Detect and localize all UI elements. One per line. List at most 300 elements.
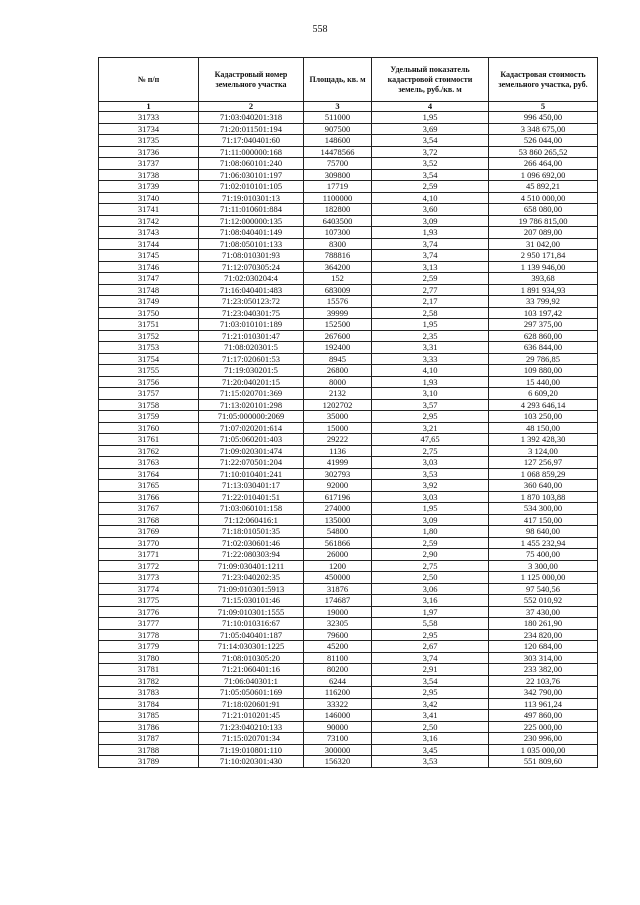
cell-cadastral-value: 19 786 815,00: [489, 215, 598, 227]
cell-cadastral-value: 996 450,00: [489, 112, 598, 124]
cell-area: 8300: [304, 238, 372, 250]
cell-row-number: 31740: [99, 192, 199, 204]
cell-specific-value: 3,03: [372, 491, 489, 503]
cell-specific-value: 2,17: [372, 296, 489, 308]
cell-cadastral-value: 75 400,00: [489, 549, 598, 561]
cell-area: 8945: [304, 353, 372, 365]
header-specific-value: Удельный показатель кадастровой стоимости земель, руб./кв. м: [372, 58, 489, 102]
table-row: [99, 606, 598, 618]
cell-specific-value: 5,58: [372, 618, 489, 630]
cell-row-number: 31783: [99, 687, 199, 699]
cell-row-number: 31762: [99, 445, 199, 457]
header-cadastral-number: Кадастровый номер земельного участка: [199, 58, 304, 102]
cell-cadastral-number: 71:05:050601:169: [199, 687, 304, 699]
cell-cadastral-number: 71:20:011501:194: [199, 123, 304, 135]
cell-cadastral-number: 71:10:020301:430: [199, 756, 304, 768]
cell-row-number: 31746: [99, 261, 199, 273]
cell-cadastral-value: 393,68: [489, 273, 598, 285]
cell-cadastral-value: 1 392 428,30: [489, 434, 598, 446]
table-row: [99, 744, 598, 756]
cell-specific-value: 1,95: [372, 112, 489, 124]
cell-cadastral-value: 497 860,00: [489, 710, 598, 722]
cell-cadastral-number: 71:11:010601:884: [199, 204, 304, 216]
table-row: [99, 583, 598, 595]
cell-cadastral-number: 71:18:010501:35: [199, 526, 304, 538]
cell-row-number: 31787: [99, 733, 199, 745]
cell-cadastral-value: 31 042,00: [489, 238, 598, 250]
cell-specific-value: 3,53: [372, 756, 489, 768]
cell-row-number: 31776: [99, 606, 199, 618]
cell-row-number: 31748: [99, 284, 199, 296]
cell-specific-value: 3,74: [372, 250, 489, 262]
cell-row-number: 31786: [99, 721, 199, 733]
table-row: [99, 526, 598, 538]
cell-specific-value: 2,58: [372, 307, 489, 319]
cell-specific-value: 1,93: [372, 376, 489, 388]
cell-area: 31876: [304, 583, 372, 595]
cell-cadastral-number: 71:19:010801:110: [199, 744, 304, 756]
cell-cadastral-value: 6 609,20: [489, 388, 598, 400]
table-row: [99, 123, 598, 135]
cell-specific-value: 2,75: [372, 445, 489, 457]
cell-cadastral-number: 71:03:010101:189: [199, 319, 304, 331]
cell-cadastral-number: 71:03:040201:318: [199, 112, 304, 124]
cell-area: 29222: [304, 434, 372, 446]
cell-specific-value: 3,69: [372, 123, 489, 135]
cell-cadastral-value: 658 080,00: [489, 204, 598, 216]
cell-area: 90000: [304, 721, 372, 733]
cell-cadastral-value: 98 640,00: [489, 526, 598, 538]
cell-row-number: 31778: [99, 629, 199, 641]
cell-cadastral-number: 71:09:030401:1211: [199, 560, 304, 572]
cell-specific-value: 2,75: [372, 560, 489, 572]
table-row: [99, 503, 598, 515]
cell-area: 14478566: [304, 146, 372, 158]
cell-cadastral-value: 225 000,00: [489, 721, 598, 733]
table-row: [99, 721, 598, 733]
cell-row-number: 31789: [99, 756, 199, 768]
table-row: [99, 549, 598, 561]
cell-cadastral-value: 97 540,56: [489, 583, 598, 595]
table-row: [99, 215, 598, 227]
table-row: [99, 457, 598, 469]
cell-specific-value: 3,09: [372, 215, 489, 227]
cell-cadastral-value: 4 293 646,14: [489, 399, 598, 411]
cell-specific-value: 2,95: [372, 629, 489, 641]
cell-area: 1200: [304, 560, 372, 572]
cadastral-value-table: [98, 57, 598, 768]
cell-row-number: 31761: [99, 434, 199, 446]
cell-area: 152: [304, 273, 372, 285]
cell-cadastral-value: 342 790,00: [489, 687, 598, 699]
cell-cadastral-value: 360 640,00: [489, 480, 598, 492]
table-row: [99, 204, 598, 216]
cell-specific-value: 3,92: [372, 480, 489, 492]
table-row: [99, 422, 598, 434]
cell-cadastral-value: 266 464,00: [489, 158, 598, 170]
cell-row-number: 31738: [99, 169, 199, 181]
cell-area: 907500: [304, 123, 372, 135]
table-row: [99, 169, 598, 181]
cell-cadastral-value: 636 844,00: [489, 342, 598, 354]
cell-cadastral-number: 71:11:000000:168: [199, 146, 304, 158]
cell-row-number: 31747: [99, 273, 199, 285]
cell-area: 17719: [304, 181, 372, 193]
table-row: [99, 434, 598, 446]
cell-row-number: 31737: [99, 158, 199, 170]
cell-row-number: 31781: [99, 664, 199, 676]
column-number-row: [99, 102, 598, 112]
cell-area: 267600: [304, 330, 372, 342]
cell-area: 364200: [304, 261, 372, 273]
table-row: [99, 710, 598, 722]
cell-cadastral-value: 127 256,97: [489, 457, 598, 469]
cell-cadastral-value: 109 880,00: [489, 365, 598, 377]
table-row: [99, 468, 598, 480]
table-row: [99, 514, 598, 526]
cell-cadastral-number: 71:09:010301:1555: [199, 606, 304, 618]
cell-cadastral-value: 113 961,24: [489, 698, 598, 710]
cell-cadastral-number: 71:02:030601:46: [199, 537, 304, 549]
cell-row-number: 31736: [99, 146, 199, 158]
cell-area: 617196: [304, 491, 372, 503]
column-number: 2: [199, 102, 304, 112]
cell-cadastral-number: 71:02:030204:4: [199, 273, 304, 285]
cell-row-number: 31765: [99, 480, 199, 492]
cell-cadastral-number: 71:21:010301:47: [199, 330, 304, 342]
cell-specific-value: 2,95: [372, 687, 489, 699]
cell-cadastral-number: 71:12:070305:24: [199, 261, 304, 273]
cell-cadastral-value: 103 197,42: [489, 307, 598, 319]
cell-row-number: 31743: [99, 227, 199, 239]
cell-row-number: 31763: [99, 457, 199, 469]
cell-cadastral-number: 71:20:040201:15: [199, 376, 304, 388]
cell-area: 152500: [304, 319, 372, 331]
table-row: [99, 284, 598, 296]
cell-cadastral-number: 71:23:050123:72: [199, 296, 304, 308]
cell-area: 81100: [304, 652, 372, 664]
cell-specific-value: 3,54: [372, 675, 489, 687]
cell-row-number: 31752: [99, 330, 199, 342]
cell-area: 300000: [304, 744, 372, 756]
cell-area: 80200: [304, 664, 372, 676]
table-row: [99, 227, 598, 239]
cell-cadastral-number: 71:05:060201:403: [199, 434, 304, 446]
cell-specific-value: 1,95: [372, 319, 489, 331]
cell-area: 8000: [304, 376, 372, 388]
cell-row-number: 31769: [99, 526, 199, 538]
cell-specific-value: 2,35: [372, 330, 489, 342]
header-row-number: № п/п: [99, 58, 199, 102]
table-row: [99, 675, 598, 687]
table-row: [99, 480, 598, 492]
cell-row-number: 31766: [99, 491, 199, 503]
cell-row-number: 31773: [99, 572, 199, 584]
cell-cadastral-value: 552 010,92: [489, 595, 598, 607]
cell-area: 148600: [304, 135, 372, 147]
table-row: [99, 135, 598, 147]
cell-area: 33322: [304, 698, 372, 710]
cell-cadastral-number: 71:15:020701:34: [199, 733, 304, 745]
cell-row-number: 31754: [99, 353, 199, 365]
cell-cadastral-value: 33 799,92: [489, 296, 598, 308]
cell-specific-value: 2,77: [372, 284, 489, 296]
cell-cadastral-number: 71:23:040301:75: [199, 307, 304, 319]
cell-cadastral-number: 71:21:060401:16: [199, 664, 304, 676]
cell-area: 41999: [304, 457, 372, 469]
cell-cadastral-number: 71:17:040401:60: [199, 135, 304, 147]
cell-cadastral-number: 71:15:020701:369: [199, 388, 304, 400]
cell-specific-value: 3,03: [372, 457, 489, 469]
table-row: [99, 353, 598, 365]
cell-area: 561866: [304, 537, 372, 549]
table-body: [99, 112, 598, 768]
cell-specific-value: 2,91: [372, 664, 489, 676]
table-row: [99, 146, 598, 158]
cell-specific-value: 1,95: [372, 503, 489, 515]
page-number: 558: [312, 24, 328, 35]
cell-area: 2132: [304, 388, 372, 400]
cell-cadastral-number: 71:08:050101:133: [199, 238, 304, 250]
cell-cadastral-value: 3 124,00: [489, 445, 598, 457]
cell-specific-value: 2,50: [372, 721, 489, 733]
cell-cadastral-number: 71:12:060416:1: [199, 514, 304, 526]
cell-cadastral-value: 417 150,00: [489, 514, 598, 526]
cell-area: 107300: [304, 227, 372, 239]
cell-specific-value: 4,10: [372, 365, 489, 377]
cell-specific-value: 2,95: [372, 411, 489, 423]
cell-row-number: 31739: [99, 181, 199, 193]
cell-area: 54800: [304, 526, 372, 538]
table-row: [99, 158, 598, 170]
cell-cadastral-number: 71:08:040401:149: [199, 227, 304, 239]
cell-area: 182800: [304, 204, 372, 216]
cell-area: 116200: [304, 687, 372, 699]
cell-row-number: 31788: [99, 744, 199, 756]
cell-specific-value: 3,53: [372, 468, 489, 480]
cell-area: 15000: [304, 422, 372, 434]
cell-cadastral-value: 37 430,00: [489, 606, 598, 618]
table-row: [99, 238, 598, 250]
cell-area: 1202702: [304, 399, 372, 411]
cell-area: 79600: [304, 629, 372, 641]
cell-cadastral-value: 103 250,00: [489, 411, 598, 423]
cell-specific-value: 2,50: [372, 572, 489, 584]
cell-cadastral-number: 71:09:020301:474: [199, 445, 304, 457]
table-row: [99, 330, 598, 342]
cell-row-number: 31744: [99, 238, 199, 250]
cell-specific-value: 2,59: [372, 273, 489, 285]
cell-cadastral-number: 71:08:010305:20: [199, 652, 304, 664]
cell-cadastral-value: 1 891 934,93: [489, 284, 598, 296]
cell-row-number: 31777: [99, 618, 199, 630]
table-row: [99, 112, 598, 124]
cell-specific-value: 3,33: [372, 353, 489, 365]
cell-cadastral-value: 207 089,00: [489, 227, 598, 239]
cell-cadastral-value: 1 068 859,29: [489, 468, 598, 480]
cell-specific-value: 3,42: [372, 698, 489, 710]
cell-cadastral-value: 1 096 692,00: [489, 169, 598, 181]
cell-cadastral-number: 71:13:030401:17: [199, 480, 304, 492]
cell-cadastral-number: 71:14:030301:1225: [199, 641, 304, 653]
cell-cadastral-value: 1 035 000,00: [489, 744, 598, 756]
cell-area: 135000: [304, 514, 372, 526]
cell-cadastral-number: 71:22:010401:51: [199, 491, 304, 503]
cell-specific-value: 3,16: [372, 595, 489, 607]
cell-row-number: 31759: [99, 411, 199, 423]
cell-area: 35000: [304, 411, 372, 423]
cell-cadastral-value: 1 870 103,88: [489, 491, 598, 503]
cell-cadastral-value: 534 300,00: [489, 503, 598, 515]
cell-cadastral-number: 71:21:010201:45: [199, 710, 304, 722]
table-row: [99, 376, 598, 388]
cell-cadastral-number: 71:02:010101:105: [199, 181, 304, 193]
table-row: [99, 296, 598, 308]
cell-cadastral-number: 71:15:030101:46: [199, 595, 304, 607]
cell-area: 274000: [304, 503, 372, 515]
cell-cadastral-number: 71:10:010401:241: [199, 468, 304, 480]
table-row: [99, 664, 598, 676]
table-row: [99, 733, 598, 745]
cell-cadastral-value: 526 044,00: [489, 135, 598, 147]
cell-cadastral-number: 71:03:060101:158: [199, 503, 304, 515]
cell-cadastral-value: 303 314,00: [489, 652, 598, 664]
cell-area: 19000: [304, 606, 372, 618]
cell-area: 174687: [304, 595, 372, 607]
cell-specific-value: 3,21: [372, 422, 489, 434]
table-row: [99, 698, 598, 710]
cell-row-number: 31785: [99, 710, 199, 722]
cell-row-number: 31774: [99, 583, 199, 595]
cell-area: 26000: [304, 549, 372, 561]
cell-cadastral-number: 71:17:020601:53: [199, 353, 304, 365]
table-row: [99, 319, 598, 331]
cell-cadastral-number: 71:18:020601:91: [199, 698, 304, 710]
table-row: [99, 537, 598, 549]
cell-cadastral-value: 233 382,00: [489, 664, 598, 676]
cell-cadastral-value: 45 892,21: [489, 181, 598, 193]
cell-specific-value: 3,60: [372, 204, 489, 216]
cell-specific-value: 2,59: [372, 181, 489, 193]
cell-specific-value: 3,74: [372, 238, 489, 250]
cell-area: 683009: [304, 284, 372, 296]
header-area: Площадь, кв. м: [304, 58, 372, 102]
cell-row-number: 31751: [99, 319, 199, 331]
cell-cadastral-value: 234 820,00: [489, 629, 598, 641]
cell-cadastral-number: 71:05:000000:2069: [199, 411, 304, 423]
cell-cadastral-number: 71:08:060101:240: [199, 158, 304, 170]
table-row: [99, 491, 598, 503]
cell-area: 45200: [304, 641, 372, 653]
cell-row-number: 31779: [99, 641, 199, 653]
cell-area: 1100000: [304, 192, 372, 204]
cell-cadastral-number: 71:23:040202:35: [199, 572, 304, 584]
table-row: [99, 388, 598, 400]
cell-cadastral-number: 71:12:000000:135: [199, 215, 304, 227]
cell-specific-value: 2,90: [372, 549, 489, 561]
cell-cadastral-value: 1 125 000,00: [489, 572, 598, 584]
cell-area: 192400: [304, 342, 372, 354]
cell-row-number: 31782: [99, 675, 199, 687]
table-row: [99, 399, 598, 411]
cell-row-number: 31784: [99, 698, 199, 710]
table-header-row: [99, 58, 598, 102]
cell-cadastral-number: 71:07:020201:614: [199, 422, 304, 434]
cell-cadastral-value: 1 139 946,00: [489, 261, 598, 273]
table-row: [99, 273, 598, 285]
table-row: [99, 641, 598, 653]
cell-cadastral-value: 2 950 171,84: [489, 250, 598, 262]
cell-specific-value: 1,93: [372, 227, 489, 239]
cell-row-number: 31735: [99, 135, 199, 147]
cell-cadastral-number: 71:16:040401:483: [199, 284, 304, 296]
table-row: [99, 261, 598, 273]
column-number: 1: [99, 102, 199, 112]
table-row: [99, 560, 598, 572]
cell-row-number: 31758: [99, 399, 199, 411]
cell-cadastral-number: 71:05:040401:187: [199, 629, 304, 641]
cell-specific-value: 3,06: [372, 583, 489, 595]
cell-specific-value: 3,31: [372, 342, 489, 354]
column-number: 3: [304, 102, 372, 112]
cell-area: 75700: [304, 158, 372, 170]
cell-row-number: 31764: [99, 468, 199, 480]
cell-specific-value: 1,80: [372, 526, 489, 538]
cell-cadastral-number: 71:19:010301:13: [199, 192, 304, 204]
cell-row-number: 31760: [99, 422, 199, 434]
table-row: [99, 756, 598, 768]
cell-row-number: 31734: [99, 123, 199, 135]
cell-row-number: 31770: [99, 537, 199, 549]
cell-row-number: 31755: [99, 365, 199, 377]
cell-specific-value: 3,10: [372, 388, 489, 400]
cell-specific-value: 2,59: [372, 537, 489, 549]
cell-specific-value: 3,57: [372, 399, 489, 411]
cell-cadastral-value: 120 684,00: [489, 641, 598, 653]
cell-area: 6244: [304, 675, 372, 687]
cell-row-number: 31775: [99, 595, 199, 607]
table-row: [99, 192, 598, 204]
cell-row-number: 31756: [99, 376, 199, 388]
table-row: [99, 595, 598, 607]
cell-cadastral-number: 71:06:040301:1: [199, 675, 304, 687]
cell-specific-value: 4,10: [372, 192, 489, 204]
cell-area: 309800: [304, 169, 372, 181]
cell-cadastral-number: 71:09:010301:5913: [199, 583, 304, 595]
cell-area: 32305: [304, 618, 372, 630]
cell-cadastral-value: 48 150,00: [489, 422, 598, 434]
cell-cadastral-number: 71:13:020101:298: [199, 399, 304, 411]
cell-specific-value: 3,52: [372, 158, 489, 170]
table-row: [99, 365, 598, 377]
cell-row-number: 31771: [99, 549, 199, 561]
cell-specific-value: 3,13: [372, 261, 489, 273]
cell-specific-value: 47,65: [372, 434, 489, 446]
cell-cadastral-value: 3 348 675,00: [489, 123, 598, 135]
cell-specific-value: 3,16: [372, 733, 489, 745]
cell-cadastral-value: 15 440,00: [489, 376, 598, 388]
cell-row-number: 31750: [99, 307, 199, 319]
table-row: [99, 618, 598, 630]
cell-specific-value: 3,09: [372, 514, 489, 526]
table-row: [99, 181, 598, 193]
cell-cadastral-value: 3 300,00: [489, 560, 598, 572]
cell-cadastral-value: 551 809,60: [489, 756, 598, 768]
cell-cadastral-number: 71:08:020301:5: [199, 342, 304, 354]
cell-specific-value: 3,54: [372, 169, 489, 181]
table-row: [99, 250, 598, 262]
table-row: [99, 629, 598, 641]
